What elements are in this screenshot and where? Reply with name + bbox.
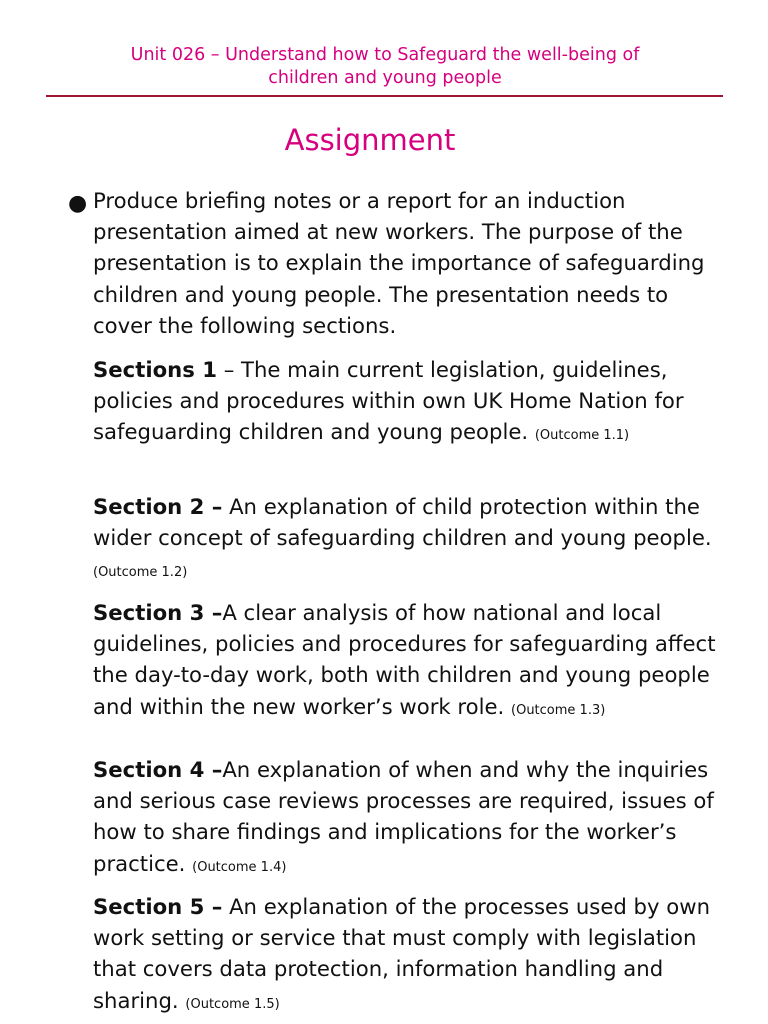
header-divider: [46, 95, 723, 97]
section-2: [93, 491, 733, 585]
section-dash: –: [216, 357, 242, 382]
page-title: Assignment: [284, 123, 456, 157]
section-label: Section 2 –: [93, 494, 223, 519]
header-line-2: children and young people: [268, 68, 502, 88]
intro-paragraph: Produce briefing notes or a report for an induction presentation aimed at new workers. The purpose of the presentation is to explain the importance of safeguarding children and young people. The presentation needs to cover the following sections.: [93, 188, 705, 338]
section-outcome: (Outcome 1.5): [185, 996, 280, 1012]
section-4: [93, 754, 733, 879]
document-header: [48, 44, 722, 90]
section-outcome: (Outcome 1.4): [192, 859, 287, 875]
section-text: An explanation of when and why the inquiries and serious case reviews processes are required, issues of how to share findings and implications for the worker’s practice.: [93, 757, 714, 876]
section-label: Section 5 –: [93, 894, 223, 919]
section-outcome: (Outcome 1.1): [534, 428, 630, 444]
section-text: A clear analysis of how national and local guidelines, policies and procedures for safeguarding affect the day-to-day work, both with children and young people and within the new worker’s work role.: [93, 600, 716, 719]
section-label: Section 4 –: [93, 757, 223, 782]
section-text: An explanation of the processes used by own work setting or service that must comply with legislation that covers data protection, information handling and sharing.: [93, 894, 710, 1013]
section-5: [93, 891, 733, 1016]
section-outcome: (Outcome 1.2): [93, 565, 188, 581]
section-3: [93, 597, 733, 722]
section-1: [93, 354, 733, 448]
header-line-1: Unit 026 – Understand how to Safeguard the well-being of: [130, 45, 640, 65]
section-text: An explanation of child protection within the wider concept of safeguarding children and young people.: [93, 494, 712, 551]
section-text: The main current legislation, guidelines, policies and procedures within own UK Home Nation for safeguarding children and young people.: [93, 357, 684, 445]
section-outcome: (Outcome 1.3): [511, 702, 606, 718]
section-label: Section 3 –: [93, 600, 223, 625]
bullet-icon: ●: [68, 191, 88, 216]
section-label: Sections 1: [93, 357, 217, 382]
